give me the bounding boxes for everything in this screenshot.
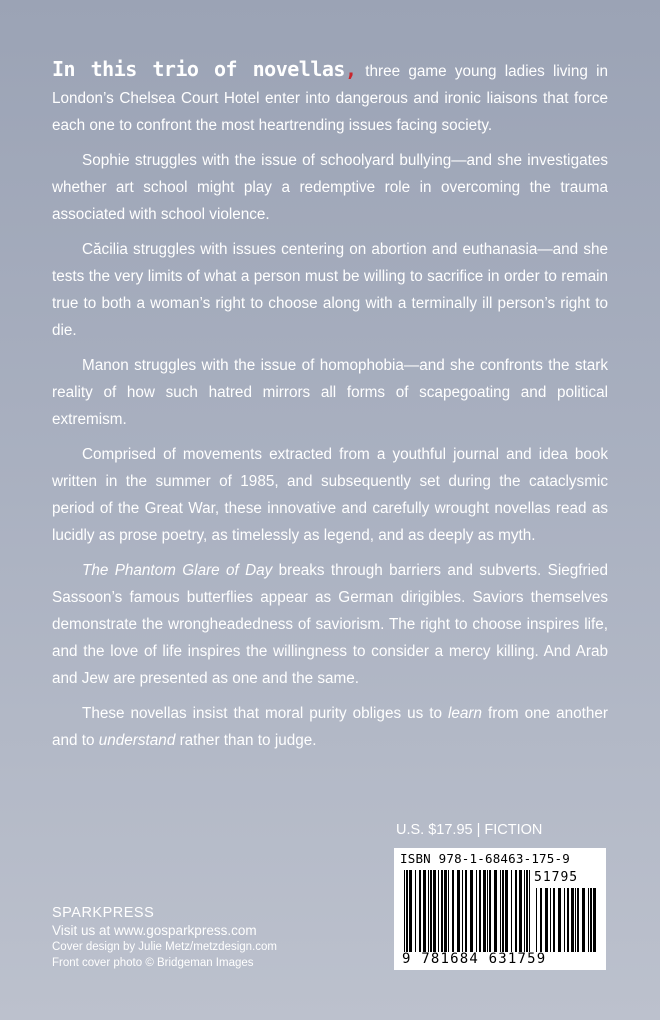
blurb-paragraph-origin: Comprised of movements extracted from a youthful journal and idea book written in the summer of 1985, and subsequently set during the cataclysmic period of the Great War, these innovative and carefully wrought novellas read as lucidly as prose poetry, as timelessly as legend, and as deeply as myth. bbox=[52, 446, 608, 544]
barcode-bar bbox=[550, 888, 551, 952]
closing-text-c: rather than to judge. bbox=[175, 732, 317, 749]
barcode-bar bbox=[409, 870, 412, 952]
barcode-bar bbox=[545, 888, 548, 952]
barcode-bar bbox=[593, 888, 596, 952]
cover-photo-credit: Front cover photo © Bridgeman Images bbox=[52, 957, 254, 969]
barcode-bar bbox=[476, 870, 477, 952]
book-title: The Phantom Glare of Day bbox=[82, 562, 273, 579]
barcode-bar bbox=[404, 870, 405, 952]
barcode-bar bbox=[406, 870, 408, 952]
barcode-bar bbox=[588, 888, 589, 952]
barcode-bar bbox=[419, 870, 421, 952]
barcode-bar bbox=[564, 888, 565, 952]
barcode-bar bbox=[553, 888, 555, 952]
barcode-bar bbox=[448, 870, 449, 952]
barcode-bar bbox=[462, 870, 463, 952]
barcode-bar bbox=[502, 870, 504, 952]
publisher-website[interactable]: Visit us at www.gosparkpress.com bbox=[52, 923, 257, 938]
barcode-bar bbox=[452, 870, 454, 952]
blurb-text bbox=[52, 56, 608, 762]
barcode-bar bbox=[575, 888, 576, 952]
barcode-bar bbox=[500, 870, 501, 952]
barcode-bar bbox=[505, 870, 508, 952]
barcode-bar bbox=[465, 870, 467, 952]
barcode-bar bbox=[558, 888, 561, 952]
blurb-paragraph-sophie: Sophie struggles with the issue of schoolyard bullying—and she investigates whether art school might play a redemptive role in overcoming the trauma associated with school violence. bbox=[52, 152, 608, 223]
barcode-bar bbox=[433, 870, 436, 952]
barcode-bar bbox=[529, 870, 530, 952]
blurb-lead-phrase: In this trio of novellas bbox=[52, 57, 345, 81]
barcode-bar bbox=[540, 888, 542, 952]
price-addon-number: 51795 bbox=[534, 870, 579, 885]
barcode-bar bbox=[526, 870, 528, 952]
publisher-name: SPARKPRESS bbox=[52, 905, 155, 921]
isbn-number: ISBN 978-1-68463-175-9 bbox=[400, 851, 570, 866]
barcode-bar bbox=[428, 870, 429, 952]
barcode-bar bbox=[536, 888, 537, 952]
publisher-info bbox=[52, 904, 277, 971]
closing-text-b: from one another and to bbox=[52, 705, 608, 749]
barcode-bar bbox=[470, 870, 473, 952]
barcode-bar bbox=[487, 870, 488, 952]
barcode-bar bbox=[577, 888, 579, 952]
barcode-bar bbox=[430, 870, 432, 952]
blurb-paragraph-1 bbox=[52, 56, 608, 139]
barcode-bar bbox=[590, 888, 592, 952]
barcode-bar bbox=[444, 870, 447, 952]
blurb-paragraph-1-text: three game young ladies living in London’s Chelsea Court Hotel enter into dangerous and ironic liaisons that force each one to confront the most heartrending issues facing society. bbox=[52, 63, 608, 134]
blurb-paragraph-themes bbox=[52, 557, 608, 692]
price-category: U.S. $17.95 | FICTION bbox=[396, 822, 543, 838]
blurb-paragraph-cacilia: Căcilia struggles with issues centering on abortion and euthanasia—and she tests the very limits of what a person must be willing to sacrifice in order to remain true to both a woman’s right to choose along with a terminally ill person’s right to die. bbox=[52, 241, 608, 339]
barcode-bar bbox=[571, 888, 574, 952]
barcode-bar bbox=[441, 870, 443, 952]
cover-design-credit: Cover design by Julie Metz/metzdesign.com bbox=[52, 941, 277, 953]
barcode-bar bbox=[524, 870, 525, 952]
barcode-bar bbox=[511, 870, 512, 952]
barcode-bar bbox=[483, 870, 486, 952]
closing-text-a: These novellas insist that moral purity obliges us to bbox=[82, 705, 448, 722]
barcode-bar bbox=[519, 870, 522, 952]
lead-comma: , bbox=[344, 57, 357, 81]
barcode-bar bbox=[582, 888, 585, 952]
isbn-barcode bbox=[394, 848, 606, 970]
barcode-bar bbox=[479, 870, 481, 952]
blurb-paragraph-themes-text: breaks through barriers and subverts. Siegfried Sassoon’s famous butterflies appear as German dirigibles. Saviors themselves demonstrate the wrongheadedness of saviorism. The right to choose inspires life, and the love of life inspires the willingness to consider a mercy killing. And Arab and Jew are presented as one and the same. bbox=[52, 562, 608, 687]
barcode-bar bbox=[423, 870, 426, 952]
emphasis-understand: understand bbox=[98, 732, 176, 749]
barcode-bar bbox=[438, 870, 439, 952]
blurb-paragraph-closing bbox=[52, 700, 608, 754]
barcode-bar bbox=[489, 870, 491, 952]
barcode-bar bbox=[515, 870, 517, 952]
blurb-paragraph-manon: Manon struggles with the issue of homophobia—and she confronts the stark reality of how such hatred mirrors all forms of scapegoating and political extremism. bbox=[52, 357, 608, 428]
barcode-bar bbox=[415, 870, 416, 952]
barcode-bar bbox=[457, 870, 460, 952]
barcode-bar bbox=[494, 870, 497, 952]
barcode-bar bbox=[567, 888, 569, 952]
emphasis-learn: learn bbox=[448, 705, 483, 722]
barcode-digits: 9 781684 631759 bbox=[402, 951, 547, 967]
